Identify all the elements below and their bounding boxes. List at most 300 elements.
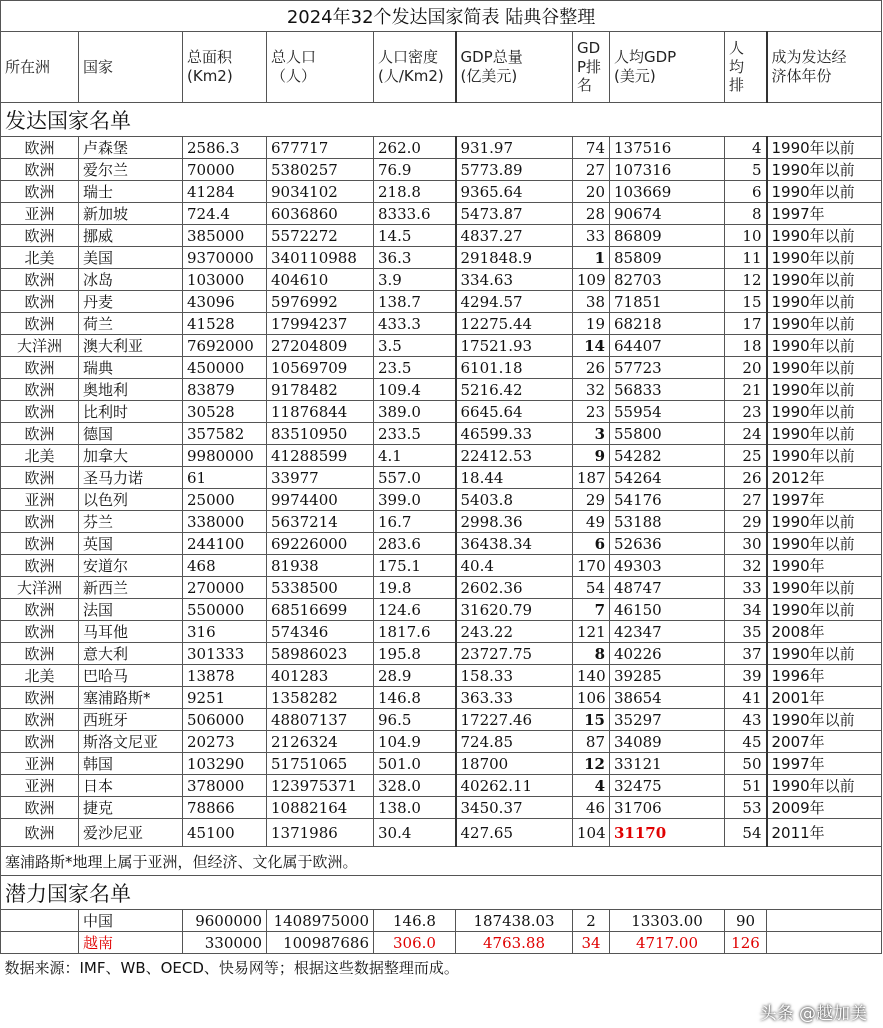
cell-per-capita-rank: 39 [725, 665, 767, 687]
cell-density: 23.5 [374, 357, 456, 379]
cell-country: 瑞典 [79, 357, 183, 379]
cell-gdp: 18.44 [456, 467, 573, 489]
cell-area: 43096 [183, 291, 267, 313]
cell-continent: 欧洲 [1, 621, 79, 643]
cell-gdp-per-capita: 52636 [610, 533, 725, 555]
cell-continent: 欧洲 [1, 225, 79, 247]
cell-gdp-per-capita: 48747 [610, 577, 725, 599]
cell-gdp-per-capita: 46150 [610, 599, 725, 621]
cell-continent: 欧洲 [1, 159, 79, 181]
potential-cell-year [767, 910, 882, 932]
cell-per-capita-rank: 35 [725, 621, 767, 643]
cell-country: 爱尔兰 [79, 159, 183, 181]
cell-area: 378000 [183, 775, 267, 797]
cell-country: 爱沙尼亚 [79, 819, 183, 847]
potential-cell-continent [1, 910, 79, 932]
cell-gdp-rank: 187 [573, 467, 610, 489]
cell-per-capita-rank: 45 [725, 731, 767, 753]
cell-country: 新西兰 [79, 577, 183, 599]
cell-year: 1990年以前 [767, 643, 882, 665]
cell-per-capita-rank: 24 [725, 423, 767, 445]
cell-gdp: 243.22 [456, 621, 573, 643]
cell-gdp-rank: 54 [573, 577, 610, 599]
cell-area: 41284 [183, 181, 267, 203]
cell-gdp-rank: 109 [573, 269, 610, 291]
cell-continent: 欧洲 [1, 181, 79, 203]
data-source: 数据来源：IMF、WB、OECD、快易网等；根据这些数据整理而成。 [4, 959, 459, 977]
cell-population: 5637214 [267, 511, 374, 533]
cell-country: 加拿大 [79, 445, 183, 467]
cell-continent: 欧洲 [1, 533, 79, 555]
cell-population: 48807137 [267, 709, 374, 731]
cell-area: 9251 [183, 687, 267, 709]
cell-year: 1990年以前 [767, 269, 882, 291]
cell-gdp: 724.85 [456, 731, 573, 753]
cell-population: 2126324 [267, 731, 374, 753]
cell-area: 506000 [183, 709, 267, 731]
cell-gdp-rank: 3 [573, 423, 610, 445]
cell-gdp: 9365.64 [456, 181, 573, 203]
cell-gdp: 12275.44 [456, 313, 573, 335]
cell-year: 1990年以前 [767, 335, 882, 357]
cell-gdp-per-capita: 54176 [610, 489, 725, 511]
potential-cell-population: 100987686 [267, 932, 374, 954]
cell-gdp-rank: 32 [573, 379, 610, 401]
cell-gdp-per-capita: 68218 [610, 313, 725, 335]
cell-density: 328.0 [374, 775, 456, 797]
cell-gdp-rank: 121 [573, 621, 610, 643]
cell-country: 圣马力诺 [79, 467, 183, 489]
cell-population: 1358282 [267, 687, 374, 709]
cell-density: 175.1 [374, 555, 456, 577]
cell-year: 1990年 [767, 555, 882, 577]
cell-gdp-per-capita: 31170 [610, 819, 725, 847]
table-row [1, 247, 882, 269]
cell-gdp-rank: 23 [573, 401, 610, 423]
table-row [1, 423, 882, 445]
cell-area: 41528 [183, 313, 267, 335]
cell-population: 69226000 [267, 533, 374, 555]
cell-country: 丹麦 [79, 291, 183, 313]
cell-area: 9370000 [183, 247, 267, 269]
cell-density: 28.9 [374, 665, 456, 687]
cell-area: 316 [183, 621, 267, 643]
cell-country: 澳大利亚 [79, 335, 183, 357]
header-density: 人口密度 (人/Km2) [374, 32, 456, 103]
cell-continent: 北美 [1, 247, 79, 269]
table-row [1, 555, 882, 577]
cell-gdp: 36438.34 [456, 533, 573, 555]
cell-per-capita-rank: 33 [725, 577, 767, 599]
potential-cell-area: 9600000 [183, 910, 267, 932]
cell-per-capita-rank: 27 [725, 489, 767, 511]
cell-year: 2007年 [767, 731, 882, 753]
cell-gdp: 427.65 [456, 819, 573, 847]
cell-gdp-per-capita: 103669 [610, 181, 725, 203]
potential-cell-area: 330000 [183, 932, 267, 954]
potential-cell-population: 1408975000 [267, 910, 374, 932]
footnote: 塞浦路斯*地理上属于亚洲，但经济、文化属于欧洲。 [1, 847, 882, 876]
cell-year: 1990年以前 [767, 225, 882, 247]
potential-cell-density: 306.0 [374, 932, 456, 954]
cell-gdp-rank: 14 [573, 335, 610, 357]
cell-density: 433.3 [374, 313, 456, 335]
cell-area: 468 [183, 555, 267, 577]
cell-population: 677717 [267, 137, 374, 159]
cell-gdp: 4837.27 [456, 225, 573, 247]
cell-density: 233.5 [374, 423, 456, 445]
potential-cell-gdp: 187438.03 [456, 910, 573, 932]
cell-gdp-rank: 4 [573, 775, 610, 797]
cell-gdp-rank: 8 [573, 643, 610, 665]
cell-population: 340110988 [267, 247, 374, 269]
cell-gdp: 46599.33 [456, 423, 573, 445]
cell-density: 36.3 [374, 247, 456, 269]
cell-gdp-rank: 28 [573, 203, 610, 225]
table-row [1, 203, 882, 225]
cell-gdp-per-capita: 53188 [610, 511, 725, 533]
potential-cell-country: 越南 [79, 932, 183, 954]
cell-area: 78866 [183, 797, 267, 819]
cell-year: 1990年以前 [767, 577, 882, 599]
cell-gdp-rank: 12 [573, 753, 610, 775]
cell-density: 124.6 [374, 599, 456, 621]
cell-country: 斯洛文尼亚 [79, 731, 183, 753]
cell-per-capita-rank: 30 [725, 533, 767, 555]
cell-continent: 欧洲 [1, 797, 79, 819]
cell-gdp-rank: 29 [573, 489, 610, 511]
table-row [1, 775, 882, 797]
cell-density: 138.7 [374, 291, 456, 313]
cell-country: 德国 [79, 423, 183, 445]
cell-gdp-rank: 49 [573, 511, 610, 533]
cell-country: 法国 [79, 599, 183, 621]
cell-country: 意大利 [79, 643, 183, 665]
cell-area: 13878 [183, 665, 267, 687]
cell-gdp: 4294.57 [456, 291, 573, 313]
cell-population: 17994237 [267, 313, 374, 335]
cell-gdp: 6101.18 [456, 357, 573, 379]
potential-cell-country: 中国 [79, 910, 183, 932]
cell-population: 81938 [267, 555, 374, 577]
cell-year: 1990年以前 [767, 709, 882, 731]
cell-per-capita-rank: 12 [725, 269, 767, 291]
header-gdp: GDP总量 (亿美元) [456, 32, 573, 103]
cell-gdp-rank: 6 [573, 533, 610, 555]
cell-population: 10882164 [267, 797, 374, 819]
cell-gdp-per-capita: 42347 [610, 621, 725, 643]
cell-density: 218.8 [374, 181, 456, 203]
cell-area: 83879 [183, 379, 267, 401]
cell-continent: 大洋洲 [1, 577, 79, 599]
cell-gdp-per-capita: 82703 [610, 269, 725, 291]
cell-density: 4.1 [374, 445, 456, 467]
cell-density: 104.9 [374, 731, 456, 753]
cell-area: 70000 [183, 159, 267, 181]
cell-gdp-per-capita: 31706 [610, 797, 725, 819]
cell-continent: 亚洲 [1, 775, 79, 797]
cell-continent: 欧洲 [1, 423, 79, 445]
cell-population: 574346 [267, 621, 374, 643]
cell-gdp-rank: 74 [573, 137, 610, 159]
cell-country: 比利时 [79, 401, 183, 423]
cell-country: 奥地利 [79, 379, 183, 401]
cell-gdp-per-capita: 90674 [610, 203, 725, 225]
cell-gdp-per-capita: 57723 [610, 357, 725, 379]
cell-gdp-rank: 104 [573, 819, 610, 847]
cell-gdp-per-capita: 32475 [610, 775, 725, 797]
cell-country: 以色列 [79, 489, 183, 511]
cell-continent: 北美 [1, 665, 79, 687]
cell-per-capita-rank: 54 [725, 819, 767, 847]
cell-country: 卢森堡 [79, 137, 183, 159]
table-row [1, 357, 882, 379]
cell-density: 283.6 [374, 533, 456, 555]
cell-continent: 欧洲 [1, 819, 79, 847]
cell-gdp-rank: 140 [573, 665, 610, 687]
cell-area: 385000 [183, 225, 267, 247]
cell-gdp-per-capita: 34089 [610, 731, 725, 753]
cell-population: 9974400 [267, 489, 374, 511]
potential-cell-gdp-rank: 34 [573, 932, 610, 954]
cell-population: 68516699 [267, 599, 374, 621]
cell-population: 1371986 [267, 819, 374, 847]
cell-continent: 亚洲 [1, 489, 79, 511]
cell-gdp-per-capita: 55954 [610, 401, 725, 423]
cell-area: 9980000 [183, 445, 267, 467]
table-row [1, 335, 882, 357]
table-row [1, 489, 882, 511]
cell-population: 5976992 [267, 291, 374, 313]
cell-area: 450000 [183, 357, 267, 379]
cell-gdp-rank: 20 [573, 181, 610, 203]
cell-population: 6036860 [267, 203, 374, 225]
cell-gdp-per-capita: 55800 [610, 423, 725, 445]
table-row [1, 401, 882, 423]
cell-density: 399.0 [374, 489, 456, 511]
cell-density: 3.9 [374, 269, 456, 291]
table-row [1, 269, 882, 291]
cell-country: 芬兰 [79, 511, 183, 533]
table-row [1, 291, 882, 313]
cell-year: 1990年以前 [767, 137, 882, 159]
potential-cell-gdp-per-capita: 13303.00 [610, 910, 725, 932]
cell-per-capita-rank: 26 [725, 467, 767, 489]
cell-population: 11876844 [267, 401, 374, 423]
cell-country: 西班牙 [79, 709, 183, 731]
cell-density: 195.8 [374, 643, 456, 665]
cell-year: 1990年以前 [767, 313, 882, 335]
cell-country: 日本 [79, 775, 183, 797]
cell-gdp-rank: 106 [573, 687, 610, 709]
cell-gdp: 40262.11 [456, 775, 573, 797]
cell-gdp: 5473.87 [456, 203, 573, 225]
potential-cell-gdp-per-capita: 4717.00 [610, 932, 725, 954]
cell-density: 138.0 [374, 797, 456, 819]
cell-gdp-rank: 38 [573, 291, 610, 313]
cell-country: 巴哈马 [79, 665, 183, 687]
cell-population: 9178482 [267, 379, 374, 401]
cell-gdp: 31620.79 [456, 599, 573, 621]
table-row [1, 643, 882, 665]
cell-gdp: 3450.37 [456, 797, 573, 819]
header-population: 总人口 （人） [267, 32, 374, 103]
cell-density: 557.0 [374, 467, 456, 489]
table-row [1, 599, 882, 621]
cell-per-capita-rank: 53 [725, 797, 767, 819]
cell-density: 501.0 [374, 753, 456, 775]
header-country: 国家 [79, 32, 183, 103]
header-per-capita-rank: 人 均 排 [725, 32, 767, 103]
cell-continent: 欧洲 [1, 687, 79, 709]
cell-year: 1990年以前 [767, 159, 882, 181]
cell-year: 1990年以前 [767, 247, 882, 269]
cell-country: 英国 [79, 533, 183, 555]
cell-gdp: 17521.93 [456, 335, 573, 357]
cell-per-capita-rank: 21 [725, 379, 767, 401]
cell-population: 9034102 [267, 181, 374, 203]
cell-per-capita-rank: 5 [725, 159, 767, 181]
cell-density: 262.0 [374, 137, 456, 159]
cell-population: 10569709 [267, 357, 374, 379]
table-row [1, 181, 882, 203]
cell-continent: 欧洲 [1, 599, 79, 621]
cell-year: 1990年以前 [767, 401, 882, 423]
cell-year: 2011年 [767, 819, 882, 847]
cell-continent: 欧洲 [1, 357, 79, 379]
cell-year: 2012年 [767, 467, 882, 489]
cell-gdp: 931.97 [456, 137, 573, 159]
cell-country: 瑞士 [79, 181, 183, 203]
cell-year: 1990年以前 [767, 445, 882, 467]
table-row [1, 137, 882, 159]
cell-area: 61 [183, 467, 267, 489]
cell-year: 1990年以前 [767, 599, 882, 621]
header-gdp-rank: GD P排 名 [573, 32, 610, 103]
cell-density: 109.4 [374, 379, 456, 401]
cell-population: 5380257 [267, 159, 374, 181]
cell-per-capita-rank: 23 [725, 401, 767, 423]
cell-density: 8333.6 [374, 203, 456, 225]
cell-country: 荷兰 [79, 313, 183, 335]
cell-gdp-rank: 9 [573, 445, 610, 467]
cell-per-capita-rank: 20 [725, 357, 767, 379]
cell-gdp-per-capita: 49303 [610, 555, 725, 577]
cell-country: 新加坡 [79, 203, 183, 225]
table-row [1, 731, 882, 753]
cell-gdp-per-capita: 33121 [610, 753, 725, 775]
cell-country: 挪威 [79, 225, 183, 247]
cell-continent: 欧洲 [1, 467, 79, 489]
cell-per-capita-rank: 10 [725, 225, 767, 247]
potential-row [1, 910, 882, 932]
cell-density: 30.4 [374, 819, 456, 847]
cell-per-capita-rank: 15 [725, 291, 767, 313]
header-continent: 所在洲 [1, 32, 79, 103]
cell-area: 7692000 [183, 335, 267, 357]
cell-continent: 北美 [1, 445, 79, 467]
cell-gdp: 23727.75 [456, 643, 573, 665]
cell-population: 5572272 [267, 225, 374, 247]
cell-population: 83510950 [267, 423, 374, 445]
cell-gdp-per-capita: 107316 [610, 159, 725, 181]
cell-gdp: 5216.42 [456, 379, 573, 401]
cell-gdp: 158.33 [456, 665, 573, 687]
cell-gdp-per-capita: 39285 [610, 665, 725, 687]
cell-per-capita-rank: 51 [725, 775, 767, 797]
cell-per-capita-rank: 43 [725, 709, 767, 731]
cell-gdp-rank: 26 [573, 357, 610, 379]
table-row [1, 225, 882, 247]
table-row [1, 665, 882, 687]
section-potential: 潜力国家名单 [1, 876, 882, 910]
cell-density: 1817.6 [374, 621, 456, 643]
cell-continent: 亚洲 [1, 203, 79, 225]
cell-gdp-rank: 33 [573, 225, 610, 247]
cell-gdp-rank: 27 [573, 159, 610, 181]
table-row [1, 819, 882, 847]
cell-gdp-per-capita: 56833 [610, 379, 725, 401]
cell-density: 19.8 [374, 577, 456, 599]
cell-per-capita-rank: 50 [725, 753, 767, 775]
cell-gdp: 17227.46 [456, 709, 573, 731]
cell-area: 301333 [183, 643, 267, 665]
cell-density: 96.5 [374, 709, 456, 731]
cell-gdp-per-capita: 54264 [610, 467, 725, 489]
cell-density: 146.8 [374, 687, 456, 709]
potential-cell-year [767, 932, 882, 954]
cell-per-capita-rank: 25 [725, 445, 767, 467]
cell-continent: 大洋洲 [1, 335, 79, 357]
cell-year: 1990年以前 [767, 533, 882, 555]
cell-gdp: 6645.64 [456, 401, 573, 423]
cell-gdp-rank: 170 [573, 555, 610, 577]
cell-density: 389.0 [374, 401, 456, 423]
table-row [1, 533, 882, 555]
cell-year: 1990年以前 [767, 423, 882, 445]
potential-cell-per-capita-rank: 126 [725, 932, 767, 954]
cell-gdp-per-capita: 40226 [610, 643, 725, 665]
cell-area: 20273 [183, 731, 267, 753]
cell-gdp: 22412.53 [456, 445, 573, 467]
cell-per-capita-rank: 32 [725, 555, 767, 577]
watermark: 头条 @越加美 [759, 1004, 867, 1024]
potential-cell-continent [1, 932, 79, 954]
cell-population: 58986023 [267, 643, 374, 665]
cell-continent: 欧洲 [1, 511, 79, 533]
cell-year: 2001年 [767, 687, 882, 709]
cell-year: 1997年 [767, 203, 882, 225]
cell-continent: 欧洲 [1, 643, 79, 665]
cell-continent: 欧洲 [1, 401, 79, 423]
cell-year: 1990年以前 [767, 291, 882, 313]
potential-row [1, 932, 882, 954]
cell-continent: 欧洲 [1, 555, 79, 577]
cell-per-capita-rank: 18 [725, 335, 767, 357]
cell-gdp: 291848.9 [456, 247, 573, 269]
cell-country: 安道尔 [79, 555, 183, 577]
cell-population: 404610 [267, 269, 374, 291]
cell-density: 16.7 [374, 511, 456, 533]
cell-year: 2009年 [767, 797, 882, 819]
cell-gdp-per-capita: 54282 [610, 445, 725, 467]
cell-population: 123975371 [267, 775, 374, 797]
cell-per-capita-rank: 29 [725, 511, 767, 533]
cell-population: 5338500 [267, 577, 374, 599]
cell-area: 338000 [183, 511, 267, 533]
cell-year: 1990年以前 [767, 511, 882, 533]
cell-continent: 欧洲 [1, 379, 79, 401]
